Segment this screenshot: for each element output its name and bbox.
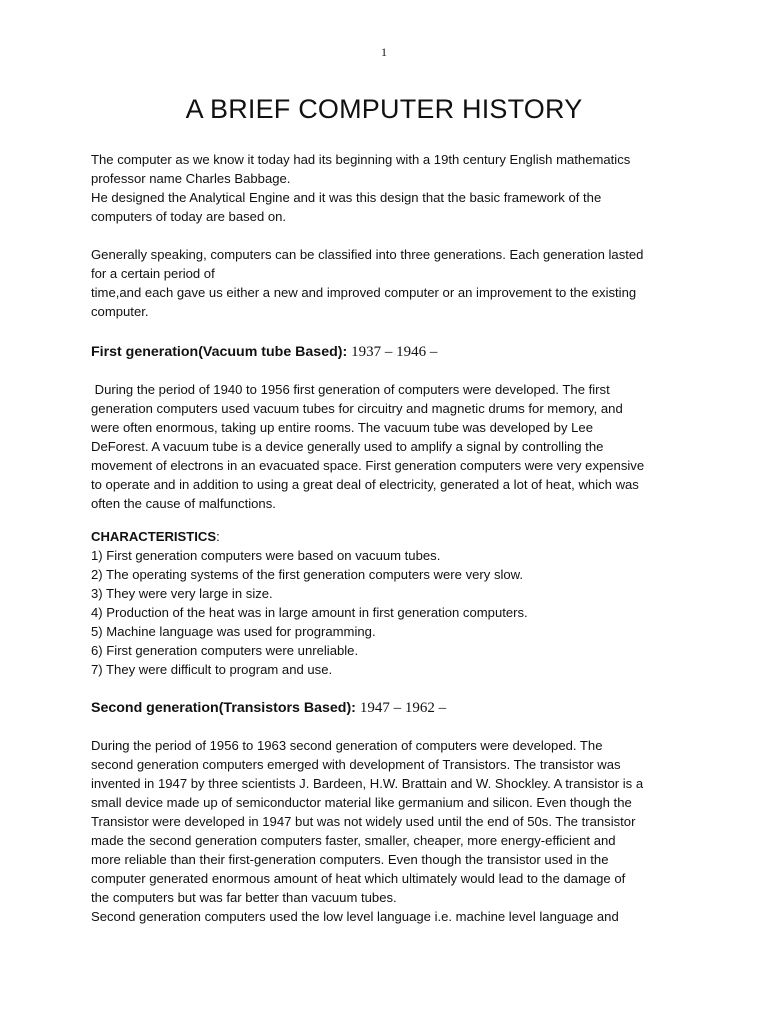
first-generation-dates: 1937 – 1946 – (351, 344, 438, 360)
characteristics-colon: : (216, 529, 220, 544)
intro-line: The computer as we know it today had its beginning with a 19th century English mathematics (91, 152, 631, 167)
paragraph-line: made the second generation computers faster, smaller, cheaper, more energy-efficient and (91, 833, 616, 848)
second-generation-heading-text: Second generation(Transistors Based): (91, 700, 356, 716)
generations-intro-line: computer. (91, 304, 149, 319)
second-generation-dates: 1947 – 1962 – (359, 700, 447, 716)
intro-line: He designed the Analytical Engine and it was this design that the basic framework of the (91, 190, 602, 205)
paragraph-line: Second generation computers used the low level language i.e. machine level language and (91, 909, 619, 924)
first-generation-heading (91, 342, 683, 362)
list-item: 2) The operating systems of the first generation computers were very slow. (91, 567, 524, 582)
generations-intro-line: Generally speaking, computers can be classified into three generations. Each generation lasted (91, 247, 644, 262)
paragraph-line: DeForest. A vacuum tube is a device generally used to amplify a signal by controlling the (91, 439, 604, 454)
list-item: 4) Production of the heat was in large amount in first generation computers. (91, 605, 528, 620)
paragraph-line: more reliable than their first-generation computers. Even though the transistor used in the (91, 852, 609, 867)
paragraph-line: to operate and in addition to using a great deal of electricity, generated a lot of heat, which was (91, 477, 639, 492)
paragraph-line: Transistor were developed in 1947 but was not widely used until the end of 50s. The transistor (91, 814, 636, 829)
list-item: 7) They were difficult to program and use. (91, 662, 333, 677)
characteristics-list (91, 546, 683, 679)
paragraph-line: the computers but was far better than vacuum tubes. (91, 890, 397, 905)
document-title: A BRIEF COMPUTER HISTORY (185, 94, 583, 124)
paragraph-line: invented in 1947 by three scientists J. Bardeen, H.W. Brattain and W. Shockley. A transistor is a (91, 776, 644, 791)
page-number: 1 (381, 45, 387, 59)
first-generation-paragraph (91, 380, 683, 513)
paragraph-line: movement of electrons in an evacuated space. First generation computers were very expensive (91, 458, 645, 473)
paragraph-line: second generation computers emerged with development of Transistors. The transistor was (91, 757, 621, 772)
paragraph-line: generation computers used vacuum tubes for circuitry and magnetic drums for memory, and (91, 401, 623, 416)
paragraph-line: often the cause of malfunctions. (91, 496, 276, 511)
generations-intro-line: for a certain period of (91, 266, 215, 281)
intro-line: computers of today are based on. (91, 209, 287, 224)
first-generation-heading-text: First generation(Vacuum tube Based): (91, 344, 348, 360)
paragraph-line: were often enormous, taking up entire rooms. The vacuum tube was developed by Lee (91, 420, 593, 435)
list-item: 6) First generation computers were unreliable. (91, 643, 359, 658)
list-item: 3) They were very large in size. (91, 586, 273, 601)
generations-intro-line: time,and each gave us either a new and improved computer or an improvement to the existing (91, 285, 637, 300)
list-item: 1) First generation computers were based on vacuum tubes. (91, 548, 441, 563)
characteristics-label: CHARACTERISTICS (91, 529, 217, 544)
list-item: 5) Machine language was used for programming. (91, 624, 376, 639)
paragraph-line: During the period of 1940 to 1956 first generation of computers were developed. The first (91, 382, 610, 397)
paragraph-line: computer generated enormous amount of heat which ultimately would lead to the damage of (91, 871, 626, 886)
intro-line: professor name Charles Babbage. (91, 171, 291, 186)
document-body (91, 150, 683, 926)
paragraph-line: During the period of 1956 to 1963 second generation of computers were developed. The (91, 738, 603, 753)
second-generation-heading (91, 698, 683, 718)
second-generation-paragraph (91, 736, 683, 926)
paragraph-line: small device made up of semiconductor material like germanium and silicon. Even though the (91, 795, 632, 810)
characteristics-title (91, 527, 683, 546)
